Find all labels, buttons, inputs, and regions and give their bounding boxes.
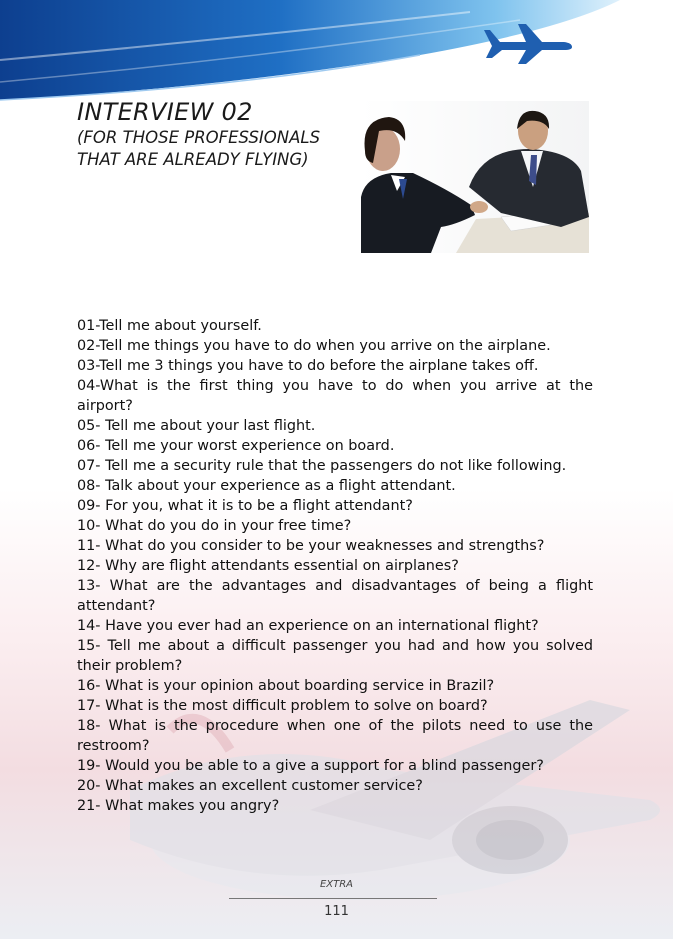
question-item: 09- For you, what it is to be a flight attendant? [77,498,413,514]
interview-photo [361,101,589,253]
question-item: 15- Tell me about a difficult passenger you had and how you solved their problem? [77,638,593,674]
question-item: 20- What makes an excellent customer service? [77,778,423,794]
footer-divider [229,898,437,899]
footer-section-label: EXTRA [319,879,354,890]
question-item: 01-Tell me about yourself. [77,318,262,334]
question-item: 11- What do you consider to be your weaknesses and strengths? [77,538,545,554]
page-subtitle: (FOR THOSE PROFESSIONALS THAT ARE ALREADY FLYING) [77,128,321,169]
question-item: 02-Tell me things you have to do when you arrive on the airplane. [77,338,551,354]
question-item: 19- Would you be able to a give a support for a blind passenger? [77,758,544,774]
page-number: 111 [324,904,349,919]
question-item: 17- What is the most difficult problem to solve on board? [77,698,488,714]
question-item: 10- What do you do in your free time? [77,518,352,534]
question-item: 13- What are the advantages and disadvantages of being a flight attendant? [77,578,593,614]
interview-questions-list [77,316,593,816]
question-item: 03-Tell me 3 things you have to do before the airplane takes off. [77,358,539,374]
question-item: 14- Have you ever had an experience on an international flight? [77,618,539,634]
question-item: 05- Tell me about your last flight. [77,418,316,434]
question-item: 07- Tell me a security rule that the passengers do not like following. [77,458,567,474]
airplane-icon [482,22,574,66]
question-item: 18- What is the procedure when one of the pilots need to use the restroom? [77,718,593,754]
question-item: 06- Tell me your worst experience on board. [77,438,395,454]
question-item: 04-What is the first thing you have to do when you arrive at the airport? [77,378,593,414]
question-item: 21- What makes you angry? [77,798,280,814]
question-item: 16- What is your opinion about boarding service in Brazil? [77,678,495,694]
page-title: INTERVIEW 02 [77,98,253,126]
question-item: 12- Why are flight attendants essential on airplanes? [77,558,459,574]
question-item: 08- Talk about your experience as a flight attendant. [77,478,456,494]
